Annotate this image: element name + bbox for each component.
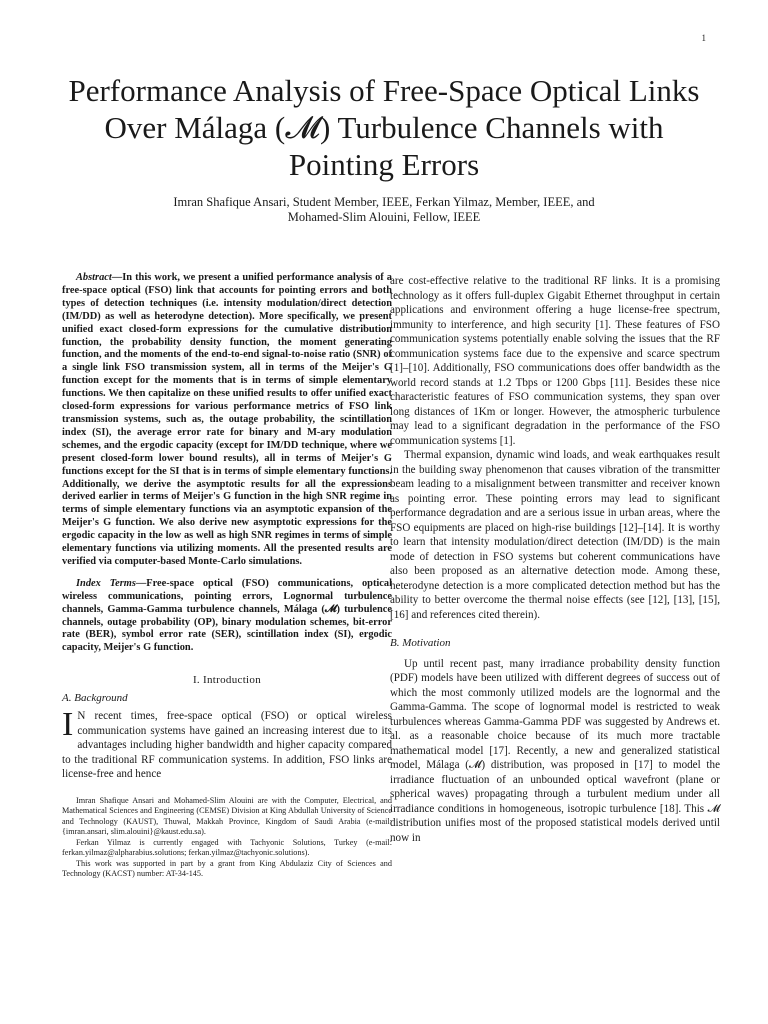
title-line-2: Over Málaga (𝓜) Turbulence Channels with <box>104 110 664 145</box>
abstract <box>62 272 392 569</box>
page-number: 1 <box>701 33 706 43</box>
abstract-label: Abstract <box>76 272 112 283</box>
intro-text: N recent times, free-space optical (FSO) or optical wireless communication systems have gained an increasing interest due to its advantages including higher bandwidth and higher capacity compared to the traditional RF communication systems. In addition, FSO links are license-free and hence <box>62 710 392 781</box>
abstract-text: —In this work, we present a unified performance analysis of a free-space optical (FSO) link that accounts for pointing errors and both types of detection techniques (i.e. intensity modulation/direct detection (IM/DD) as well as heterodyne detection). More specifically, we present unified exact closed-form expressions for the cumulative distribution function, the probability density function, the moment generating function, and the moments of the end-to-end signal-to-noise ratio (SNR) of a single link FSO transmission system, all in terms of the Meijer's G function except for the moments that is in terms of simple elementary functions. We then capitalize on these unified results to offer unified exact closed-form expressions for various performance metrics of FSO link transmission systems, such as, the outage probability, the scintillation index (SI), the average error rate for binary and M-ary modulation schemes, and the ergodic capacity (except for IM/DD technique, where we present closed-form lower bound results), all in terms of Meijer's G functions except for the SI that is in terms of simple elementary functions. Additionally, we derive the asymptotic results for all the expressions derived earlier in terms of Meijer's G function in the high SNR regime in terms of simple elementary functions via an asymptotic expansion of the Meijer's G function. We also derive new asymptotic expressions for the ergodic capacity in the low as well as high SNR regimes in terms of simple elementary functions via utilizing moments. All the presented results are verified via computer-based Monte-Carlo simulations. <box>62 272 392 567</box>
intro-paragraph <box>62 706 392 782</box>
index-terms-label: Index Terms <box>76 577 136 589</box>
author-list <box>40 195 728 225</box>
title-line-1: Performance Analysis of Free-Space Optical Links <box>68 73 700 108</box>
section-heading-introduction: I. Introduction <box>192 674 262 687</box>
authors-line-1: Imran Shafique Ansari, Student Member, IEEE, Ferkan Yilmaz, Member, IEEE, and <box>173 195 595 209</box>
subsection-heading-background: A. Background <box>62 692 128 705</box>
title-line-3: Pointing Errors <box>288 147 480 182</box>
authors-line-2: Mohamed-Slim Alouini, Fellow, IEEE <box>287 210 481 224</box>
paper-title <box>40 72 728 183</box>
paragraph-cost-effective: are cost-effective relative to the traditional RF links. It is a promising technology as it offers full-duplex Gigabit Ethernet throughput in certain applications and environment offering a huge license-free spectrum, immunity to interference, and high security [1]. These features of FSO communication systems potentially enable solving the issues that the RF communication systems face due to the expensive and scarce spectrum [1]–[10]. Additionally, FSO communications does offer bandwidth as the world record stands at 1.2 Tbps or 1200 Gbps [11]. Besides these nice characteristic features of FSO communication systems, they span over long distances of 1Km or longer. However, the atmospheric turbulence may lead to a significant degradation in the performance of the FSO communication systems [1]. <box>390 275 720 447</box>
left-column <box>62 272 392 880</box>
drop-cap: I <box>62 706 74 744</box>
paragraph-motivation: Up until recent past, many irradiance probability density function (PDF) models have been utilized with different degrees of success out of which the most commonly utilized models are the lognormal and the Gamma-Gamma. The scope of lognormal model is restricted to weak turbulences whereas Gamma-Gamma PDF was suggested by Andrews et. al. as a reasonable choice because of its much more tractable mathematical model [17]. Recently, a new and generalized statistical model, Málaga (𝓜) distribution, was proposed in [17] to model the irradiance fluctuation of an unbounded optical wavefront (plane or spherical waves) propagating through a turbulent medium under all irradiance conditions in homogeneous, isotropic turbulence [18]. This 𝓜 distribution unifies most of the proposed statistical models derived until now in <box>390 657 720 844</box>
footnote-funding: This work was supported in part by a grant from King Abdulaziz City of Sciences and Technology (KACST) number: AT-34-145. <box>62 858 392 879</box>
footnote-yilmaz: Ferkan Yilmaz is currently engaged with Tachyonic Solutions, Turkey (e-mail: ferkan.yilmaz@alpharabius.solutions; ferkan.yilmaz@tachyonic.solutions). <box>62 837 392 858</box>
subsection-heading-motivation: B. Motivation <box>390 637 451 649</box>
footnote-affiliation: Imran Shafique Ansari and Mohamed-Slim Alouini are with the Computer, Electrical, and Mathematical Sciences and Engineering (CEMSE) Division at King Abdullah University of Science and Technology (KAUST), Thuwal, Makkah Province, Kingdom of Saudi Arabia (e-mail: {imran.ansari, slim.alouini}@kaust.edu.sa). <box>62 795 392 837</box>
index-terms-text: —Free-space optical (FSO) communications, optical wireless communications, pointing errors, Lognormal turbulence channels, Gamma-Gamma turbulence channels, Málaga (𝓜) turbulence channels, outage probability (OP), binary modulation schemes, bit-error rate (BER), symbol error rate (SER), scintillation index (SI), ergodic capacity, Meijer's G function. <box>62 577 392 654</box>
paragraph-thermal-expansion: Thermal expansion, dynamic wind loads, and weak earthquakes result in the building sway phenomenon that causes vibration of the transmitter beam leading to a misalignment between transmitter and receiver known as pointing error. These pointing errors may lead to significant performance degradation and are a serious issue in urban areas, where the FSO equipments are placed on high-rise buildings [12]–[14]. It is worthy to learn that intensity modulation/direct detection (IM/DD) is the main mode of detection in FSO systems but coherent communications have also been proposed as an alternative detection mode. Among these, heterodyne detection is a more complicated detection method but has the ability to better overcome the thermal noise effects (see [12], [13], [15], [16] and references cited therein). <box>390 449 720 621</box>
footnotes <box>62 796 392 880</box>
index-terms <box>62 578 392 655</box>
right-column <box>390 274 720 845</box>
